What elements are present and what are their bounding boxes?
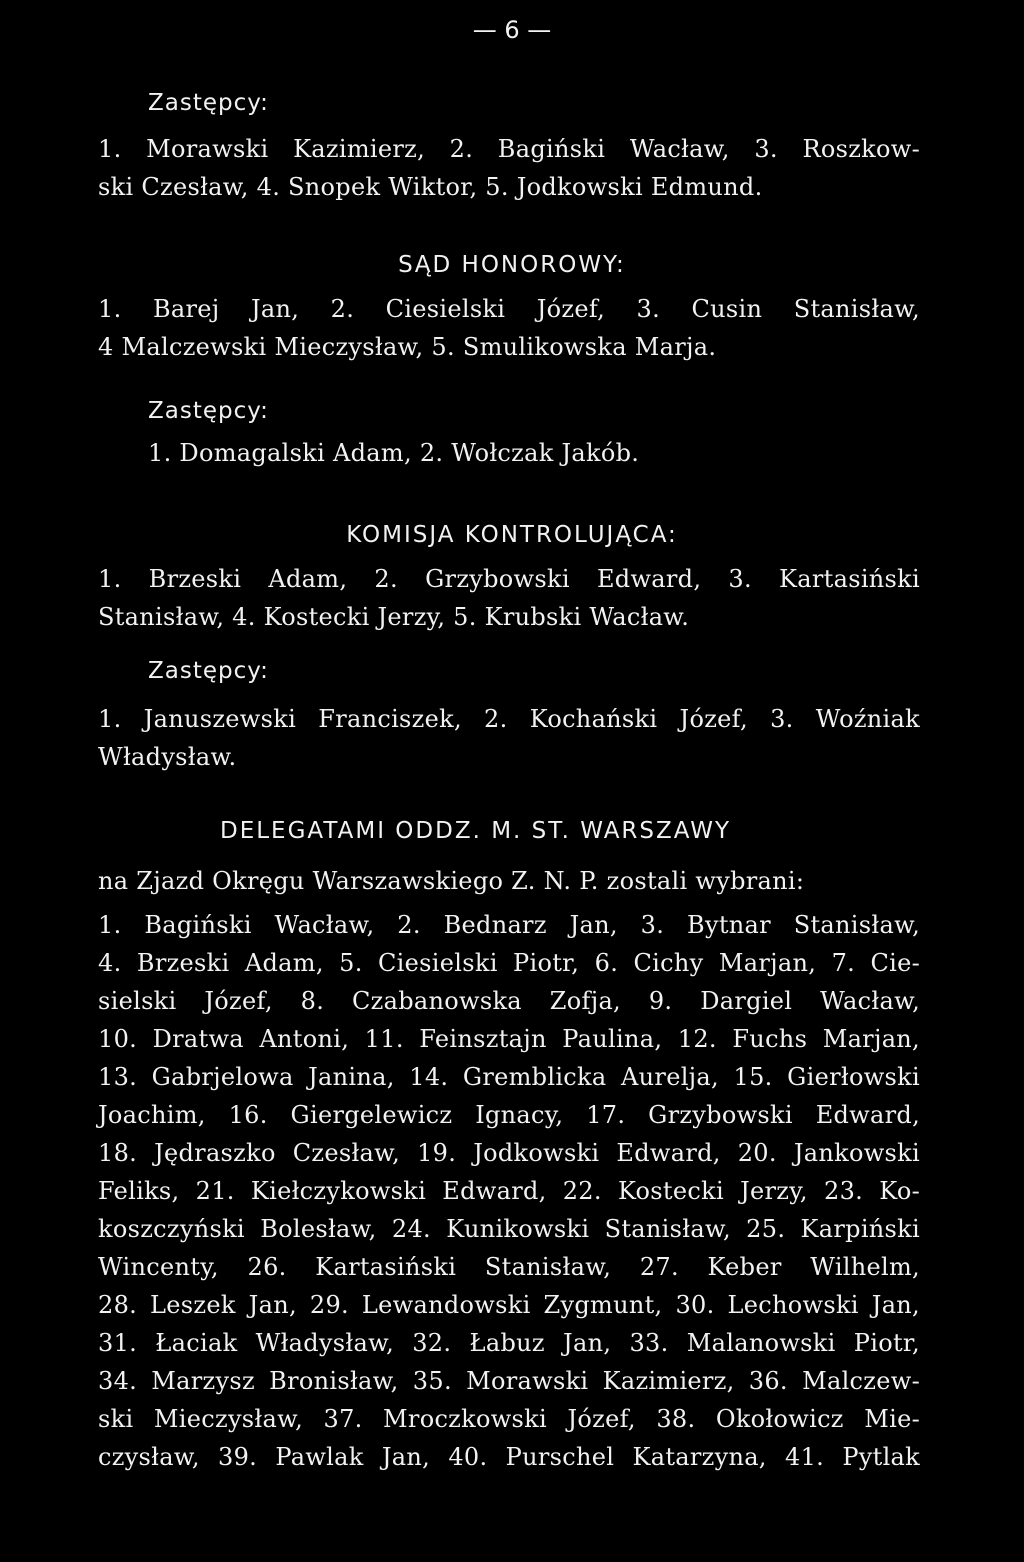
text-line: czysław, 39. Pawlak Jan, 40. Purschel Katarzyna, 41. Pytlak: [98, 1443, 920, 1471]
text-line: ski Czesław, 4. Snopek Wiktor, 5. Jodkowski Edmund.: [98, 173, 763, 201]
section-heading-honor-court: SĄD HONOROWY:: [398, 252, 626, 278]
text-line: ski Mieczysław, 37. Mroczkowski Józef, 38. Okołowicz Mie-: [98, 1405, 920, 1433]
deputies-list: [98, 130, 920, 206]
delegates-subheading: [98, 862, 920, 900]
page-number: — 6 —: [472, 16, 552, 44]
deputies-label: Zastępcy:: [148, 658, 269, 684]
text-line: Stanisław, 4. Kostecki Jerzy, 5. Krubski Wacław.: [98, 603, 690, 631]
honor-court-deputies: [148, 434, 920, 472]
text-line: 1. Januszewski Franciszek, 2. Kochański Józef, 3. Woźniak: [98, 705, 920, 733]
text-line: Feliks, 21. Kiełczykowski Edward, 22. Kostecki Jerzy, 23. Ko-: [98, 1177, 920, 1205]
text-line: Władysław.: [98, 743, 237, 771]
deputies-label: Zastępcy:: [148, 90, 269, 116]
text-line: sielski Józef, 8. Czabanowska Zofja, 9. Dargiel Wacław,: [98, 987, 920, 1015]
section-heading-delegates: DELEGATAMI ODDZ. M. ST. WARSZAWY: [220, 818, 732, 844]
text-line: na Zjazd Okręgu Warszawskiego Z. N. P. zostali wybrani:: [98, 867, 805, 895]
text-line: 31. Łaciak Władysław, 32. Łabuz Jan, 33. Malanowski Piotr,: [98, 1329, 920, 1357]
section-heading-audit-committee: KOMISJA KONTROLUJĄCA:: [346, 522, 678, 548]
deputies-label: Zastępcy:: [148, 398, 269, 424]
text-line: 1. Brzeski Adam, 2. Grzybowski Edward, 3. Kartasiński: [98, 565, 920, 593]
text-line: 34. Marzysz Bronisław, 35. Morawski Kazimierz, 36. Malczew-: [98, 1367, 920, 1395]
text-line: 1. Morawski Kazimierz, 2. Bagiński Wacław, 3. Roszkow-: [98, 135, 920, 163]
text-line: 13. Gabrjelowa Janina, 14. Gremblicka Aurelja, 15. Gierłowski: [98, 1063, 920, 1091]
text-line: 18. Jędraszko Czesław, 19. Jodkowski Edward, 20. Jankowski: [98, 1139, 920, 1167]
text-line: 1. Bagiński Wacław, 2. Bednarz Jan, 3. Bytnar Stanisław,: [98, 911, 920, 939]
audit-committee-members: [98, 560, 920, 636]
text-line: 4. Brzeski Adam, 5. Ciesielski Piotr, 6. Cichy Marjan, 7. Cie-: [98, 949, 920, 977]
text-line: 10. Dratwa Antoni, 11. Feinsztajn Paulina, 12. Fuchs Marjan,: [98, 1025, 920, 1053]
audit-committee-deputies: [98, 700, 920, 776]
text-line: 4 Malczewski Mieczysław, 5. Smulikowska Marja.: [98, 333, 717, 361]
text-line: 28. Leszek Jan, 29. Lewandowski Zygmunt, 30. Lechowski Jan,: [98, 1291, 920, 1319]
text-line: 1. Domagalski Adam, 2. Wołczak Jakób.: [148, 439, 640, 467]
text-line: Wincenty, 26. Kartasiński Stanisław, 27. Keber Wilhelm,: [98, 1253, 920, 1281]
honor-court-members: [98, 290, 920, 366]
text-line: Joachim, 16. Giergelewicz Ignacy, 17. Grzybowski Edward,: [98, 1101, 920, 1129]
text-line: koszczyński Bolesław, 24. Kunikowski Stanisław, 25. Karpiński: [98, 1215, 920, 1243]
delegates-list: [98, 906, 920, 1476]
text-line: 1. Barej Jan, 2. Ciesielski Józef, 3. Cusin Stanisław,: [98, 295, 920, 323]
